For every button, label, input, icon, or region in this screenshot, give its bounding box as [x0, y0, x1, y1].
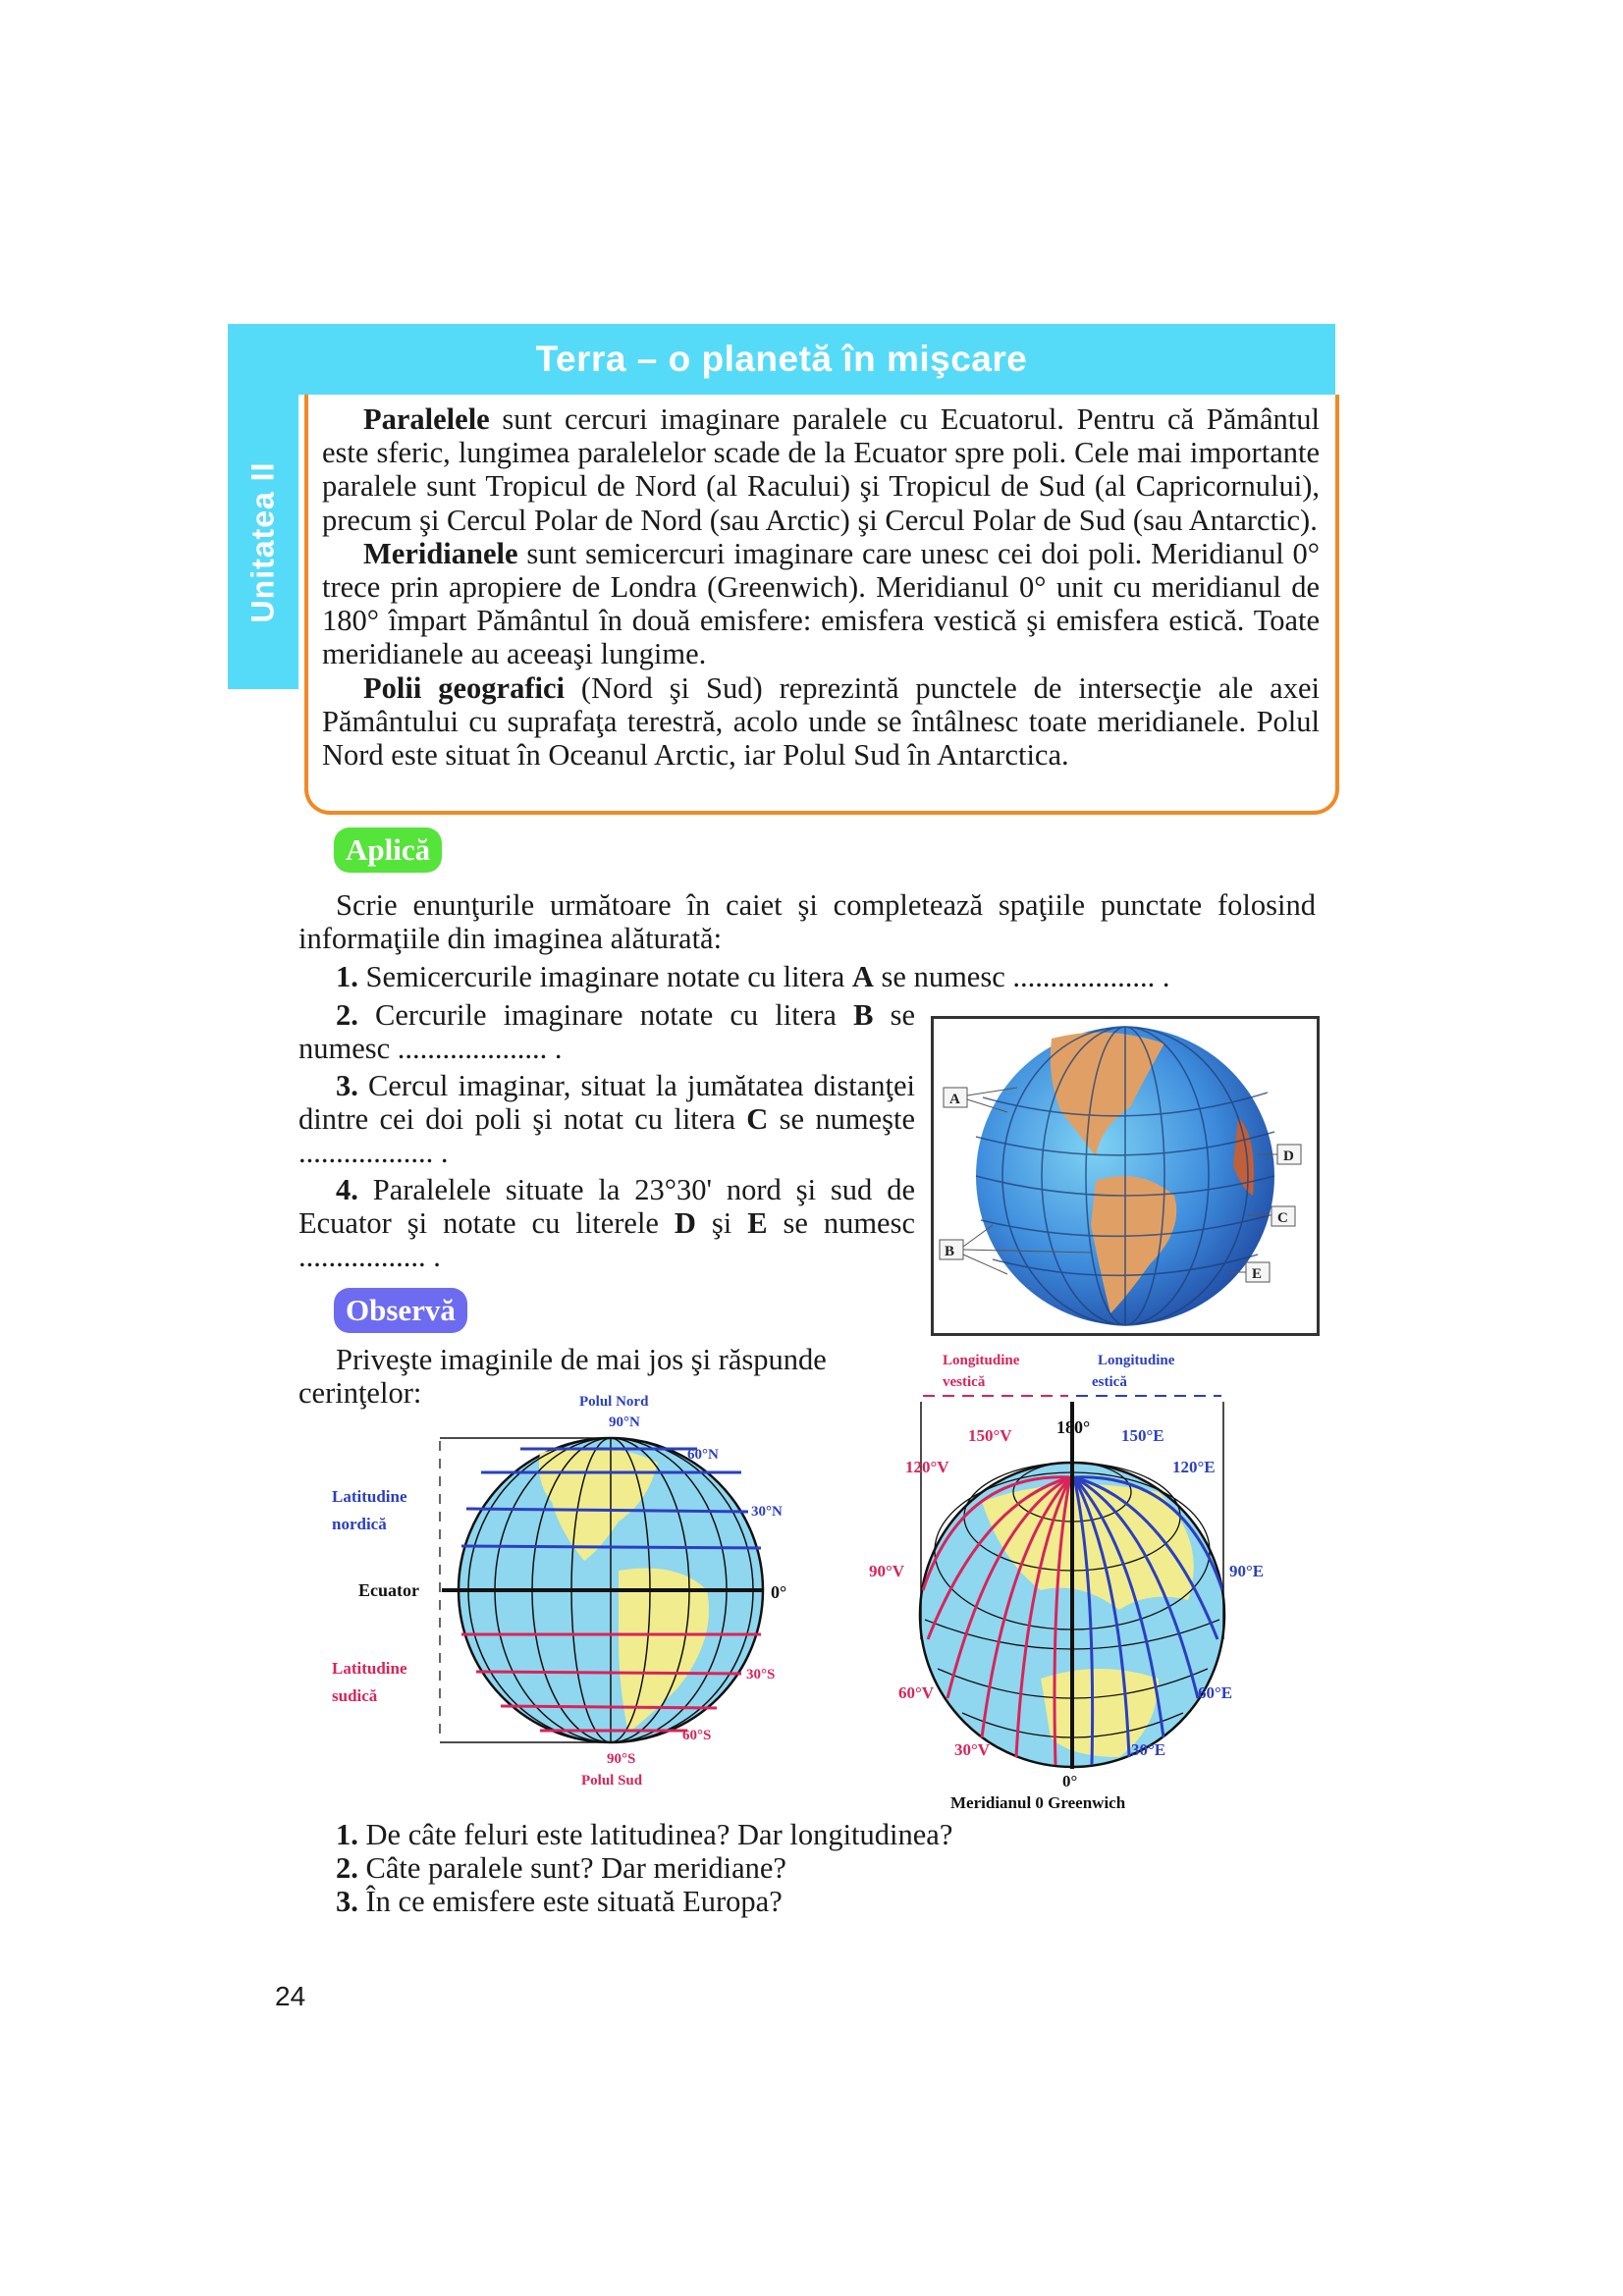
- item-text: şi: [695, 1206, 748, 1240]
- lat-30n-label: 30°N: [751, 1504, 783, 1520]
- lon-90e-label: 90°E: [1229, 1562, 1265, 1580]
- paragraph-text: sunt semicercuri imaginare care unesc cei doi poli. Meridianul 0° trece prin apropiere de Londra (Greenwich). Meridianul 0° unit cu meridianul de 180° împart Pământul în două emisfere: emisfera vestică şi emisfera estică. Toate meridianele au aceeaşi lungime.: [322, 536, 1320, 671]
- item-text: Cercurile imaginare notate cu litera: [357, 998, 854, 1032]
- label-E: E: [1252, 1266, 1263, 1282]
- lon-60w-label: 60°V: [898, 1683, 935, 1702]
- item-text: se numesc ................. .: [298, 1206, 916, 1273]
- label-B: B: [945, 1244, 955, 1259]
- question-3: [298, 1885, 1182, 1918]
- item-text: Cercul imaginar, situat la jumătatea distanţei dintre cei doi poli şi notat cu litera: [298, 1069, 915, 1136]
- exercise-2: [298, 998, 915, 1065]
- exercise-4: [298, 1173, 915, 1273]
- longitude-figure: [864, 1345, 1296, 1826]
- lat-90s-label: 90°S: [607, 1751, 636, 1767]
- longitude-globe: [864, 1345, 1296, 1826]
- item-letter: E: [747, 1206, 768, 1240]
- greenwich-label: Meridianul 0 Greenwich: [950, 1793, 1126, 1812]
- question-text: Câte paralele sunt? Dar meridiane?: [357, 1851, 786, 1885]
- page-number: 24: [275, 1981, 306, 2011]
- latitude-figure: [324, 1394, 815, 1806]
- lon-120e-label: 120°E: [1172, 1458, 1216, 1476]
- lat-30s-label: 30°S: [746, 1667, 776, 1682]
- item-text: se numeşte .................. .: [298, 1102, 915, 1169]
- chapter-title: Terra – o planetă în mişcare: [535, 339, 1028, 379]
- intro-text: Scrie enunţurile următoare în caiet şi completează spaţiile punctate folosind informaţiile din imaginea alăturată:: [298, 888, 1316, 955]
- north-pole-label: Polul Nord: [579, 1394, 649, 1410]
- question-1: [298, 1818, 1182, 1851]
- lon-90w-label: 90°V: [869, 1562, 905, 1580]
- definition-text: [322, 402, 1320, 772]
- item-number: 2.: [336, 998, 358, 1032]
- intro-text: Priveşte imaginile de mai jos şi răspunde cerinţelor:: [298, 1343, 827, 1410]
- equator-label: Ecuator: [358, 1580, 419, 1600]
- question-number: 2.: [336, 1851, 358, 1885]
- meridiane-paragraph: [322, 537, 1320, 671]
- lon-60e-label: 60°E: [1198, 1683, 1233, 1702]
- question-2: [298, 1851, 1182, 1885]
- item-letter: B: [853, 998, 874, 1032]
- lon-30w-label: 30°V: [954, 1740, 991, 1759]
- item-letter: C: [746, 1102, 769, 1136]
- item-number: 1.: [336, 960, 358, 993]
- item-text: Paralelele situate la 23°30' nord şi sud de Ecuator şi notate cu literele: [298, 1173, 915, 1240]
- longitude-west-label-1: Longitudine: [943, 1353, 1020, 1368]
- lon-150e-label: 150°E: [1121, 1426, 1164, 1445]
- lat-north-label-2: nordică: [332, 1515, 387, 1533]
- question-number: 1.: [336, 1818, 358, 1851]
- paralele-paragraph: [322, 402, 1320, 537]
- item-text: Semicercurile imaginare notate cu litera: [357, 960, 852, 993]
- question-text: De câte feluri este latitudinea? Dar longitudinea?: [357, 1818, 953, 1851]
- labeled-globe-figure: [931, 1016, 1320, 1336]
- longitude-west-label-2: vestică: [943, 1374, 986, 1390]
- lat-0-label: 0°: [771, 1582, 787, 1602]
- lat-south-label-1: Latitudine: [332, 1659, 407, 1678]
- aplica-badge: Aplică: [334, 828, 442, 873]
- paragraph-text: (Nord şi Sud) reprezintă punctele de intersecţie ale axei Pământului cu suprafaţa terestră, acolo unde se întâlnesc toate meridianele. Polul Nord este situat în Oceanul Arctic, iar Polul Sud în Antarctica.: [322, 670, 1320, 773]
- latitude-globe: [324, 1394, 815, 1806]
- question-text: În ce emisfere este situată Europa?: [357, 1885, 783, 1918]
- paragraph-text: sunt cercuri imaginare paralele cu Ecuatorul. Pentru că Pământul este sferic, lungimea paralelelor scade de la Ecuator spre poli. Cele mai importante paralele sunt Tropicul de Nord (al Racului) şi Tropicul de Sud (al Capricornului), precum şi Cercul Polar de Nord (sau Arctic) şi Cercul Polar de Sud (sau Antarctic).: [322, 402, 1320, 537]
- lat-60s-label: 60°S: [682, 1728, 712, 1743]
- item-text: se numesc ................... .: [873, 960, 1170, 993]
- aplica-intro: [298, 888, 1316, 955]
- unit-label: Unitatea II: [244, 461, 281, 622]
- label-A: A: [949, 1092, 960, 1107]
- question-number: 3.: [336, 1885, 358, 1918]
- lon-150w-label: 150°V: [968, 1426, 1012, 1445]
- observa-questions: [298, 1818, 1182, 1918]
- observa-badge: Observă: [334, 1288, 467, 1333]
- term-poli: Polii geografici: [363, 670, 565, 705]
- term-meridiane: Meridianele: [363, 536, 518, 570]
- globe-illustration: [934, 1019, 1317, 1333]
- exercise-1: [298, 960, 1339, 993]
- unit-side-tab-label: [228, 395, 298, 689]
- label-C: C: [1277, 1210, 1288, 1226]
- longitude-east-label-2: estică: [1092, 1374, 1127, 1390]
- term-paralele: Paralelele: [363, 402, 490, 436]
- item-letter: A: [851, 960, 874, 993]
- lat-90n-label: 90°N: [609, 1415, 640, 1430]
- lon-30e-label: 30°E: [1131, 1740, 1166, 1759]
- lat-60n-label: 60°N: [687, 1447, 719, 1463]
- item-number: 3.: [336, 1069, 358, 1102]
- poli-paragraph: [322, 671, 1320, 773]
- south-pole-label: Polul Sud: [581, 1773, 643, 1789]
- lat-north-label-1: Latitudine: [332, 1487, 407, 1506]
- exercise-3: [298, 1069, 915, 1169]
- exercise-item: [298, 960, 1339, 993]
- label-D: D: [1283, 1148, 1294, 1164]
- lon-120w-label: 120°V: [905, 1458, 949, 1476]
- item-number: 4.: [336, 1173, 358, 1206]
- item-text: se numesc .................... .: [298, 998, 915, 1065]
- longitude-east-label-1: Longitudine: [1098, 1353, 1175, 1368]
- lat-south-label-2: sudică: [332, 1686, 378, 1705]
- lon-0-label: 0°: [1062, 1772, 1078, 1790]
- exercise-list: [298, 998, 915, 1277]
- item-letter: D: [674, 1206, 696, 1240]
- lon-180-label: 180°: [1056, 1417, 1091, 1437]
